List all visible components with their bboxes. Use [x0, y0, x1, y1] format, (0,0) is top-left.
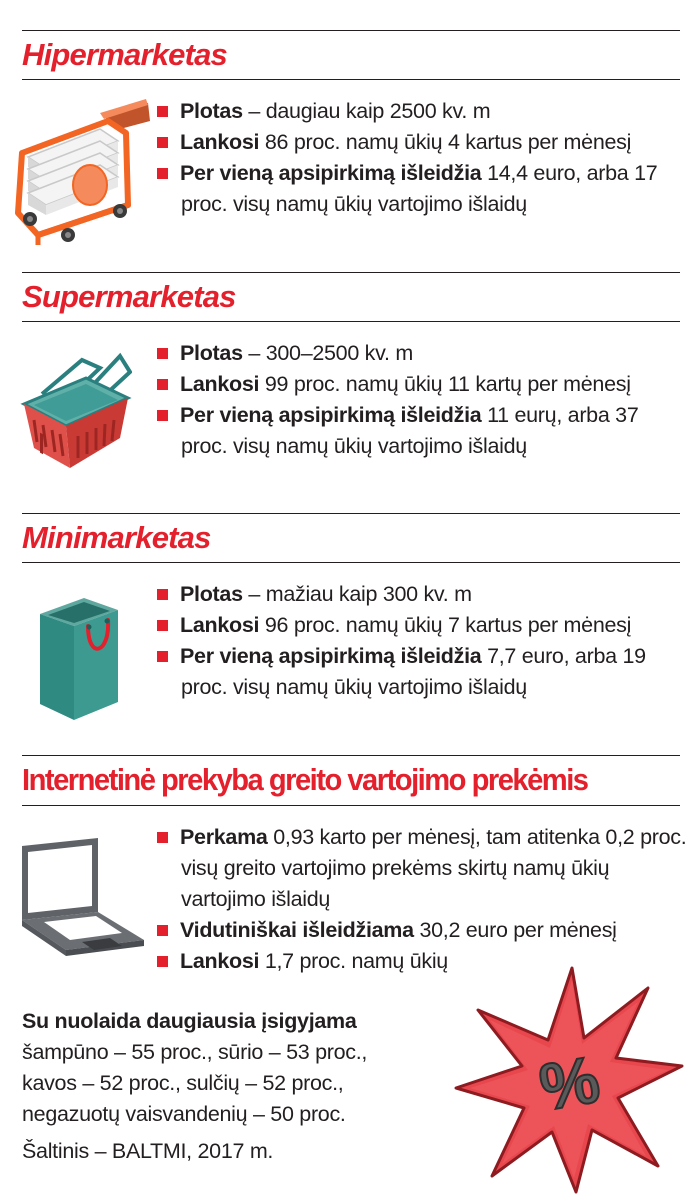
bullet-label: Plotas — [180, 341, 243, 365]
source-note: Šaltinis – BALTMI, 2017 m. — [22, 1139, 274, 1163]
bullet-text: 30,2 euro per mėnesį — [413, 918, 617, 942]
list-item: kavos – 52 proc., sulčių – 52 proc., — [22, 1071, 344, 1095]
bullet-square-icon — [157, 137, 168, 148]
internetine-prekyba-facts — [157, 822, 687, 977]
bullet-square-icon — [157, 106, 168, 117]
bullet-text: 96 proc. namų ūkių 7 kartus per mėnesį — [259, 613, 632, 637]
bullet-square-icon — [157, 651, 168, 662]
section-divider — [22, 321, 680, 322]
minimarketas-facts — [157, 579, 687, 703]
bullet-square-icon — [157, 379, 168, 390]
bullet-label: Plotas — [180, 582, 243, 606]
bullet-label: Per vieną apsipirkimą išleidžia — [180, 644, 482, 668]
bullet-text: 14,4 euro, arba 17 proc. visų namų ūkių vartojimo išlaidų — [181, 161, 658, 216]
bullet-text: 7,7 euro, arba 19 proc. visų namų ūkių vartojimo išlaidų — [181, 644, 646, 699]
list-item — [157, 641, 687, 703]
section-divider — [22, 513, 680, 514]
bullet-label: Lankosi — [180, 613, 260, 637]
bullet-text: – daugiau kaip 2500 kv. m — [242, 99, 491, 123]
list-item — [157, 369, 687, 400]
bullet-label: Lankosi — [180, 949, 260, 973]
bullet-text: 0,93 karto per mėnesį, tam atitenka 0,2 proc. visų greito vartojimo prekėms skirtų namų ūkių vartojimo išlaidų — [181, 825, 687, 911]
list-item: šampūno – 55 proc., sūrio – 53 proc., — [22, 1040, 368, 1064]
discounts-list — [22, 1037, 367, 1130]
bullet-square-icon — [157, 620, 168, 631]
bullet-label: Lankosi — [180, 372, 260, 396]
bullet-text: 86 proc. namų ūkių 4 kartus per mėnesį — [259, 130, 632, 154]
shopping-bag-icon — [36, 596, 122, 722]
list-item — [157, 822, 687, 915]
bullet-label: Perkama — [180, 825, 268, 849]
list-item: negazuotų vaisvandenių – 50 proc. — [22, 1102, 346, 1126]
list-item — [157, 915, 687, 946]
laptop-icon — [14, 838, 146, 958]
shopping-cart-icon — [8, 95, 150, 245]
section-title-supermarketas: Supermarketas — [22, 279, 236, 314]
bullet-text: 1,7 proc. namų ūkių — [259, 949, 448, 973]
bullet-label: Per vieną apsipirkimą išleidžia — [180, 161, 482, 185]
bullet-text: 99 proc. namų ūkių 11 kartų per mėnesį — [259, 372, 631, 396]
list-item — [157, 338, 687, 369]
bullet-square-icon — [157, 925, 168, 936]
bullet-square-icon — [157, 168, 168, 179]
bullet-square-icon — [157, 348, 168, 359]
section-title-internetine-prekyba: Internetinė prekyba greito vartojimo prekėmis — [22, 762, 588, 797]
bullet-label: Plotas — [180, 99, 243, 123]
bullet-label: Lankosi — [180, 130, 260, 154]
section-divider — [22, 755, 680, 756]
bullet-square-icon — [157, 956, 168, 967]
bullet-label: Per vieną apsipirkimą išleidžia — [180, 403, 482, 427]
bullet-square-icon — [157, 410, 168, 421]
bullet-text: – 300–2500 kv. m — [242, 341, 413, 365]
discounts-title: Su nuolaida daugiausia įsigyjama — [22, 1009, 357, 1033]
list-item — [157, 127, 687, 158]
list-item — [157, 158, 687, 220]
section-title-hipermarketas: Hipermarketas — [22, 37, 227, 72]
shopping-basket-icon — [20, 350, 132, 470]
list-item — [157, 579, 687, 610]
list-item — [157, 610, 687, 641]
section-divider — [22, 272, 680, 273]
list-item — [157, 96, 687, 127]
bullet-label: Vidutiniškai išleidžiama — [180, 918, 414, 942]
supermarketas-facts — [157, 338, 687, 462]
section-divider — [22, 30, 680, 31]
section-divider — [22, 562, 680, 563]
bullet-text: 11 eurų, arba 37 proc. visų namų ūkių vartojimo išlaidų — [181, 403, 639, 458]
section-title-minimarketas: Minimarketas — [22, 520, 211, 555]
bullet-square-icon — [157, 832, 168, 843]
section-divider — [22, 805, 680, 806]
discount-percent-text: % — [534, 1041, 605, 1125]
list-item — [157, 400, 687, 462]
hipermarketas-facts — [157, 96, 687, 220]
bullet-square-icon — [157, 589, 168, 600]
section-divider — [22, 79, 680, 80]
discount-star-icon — [452, 966, 684, 1194]
bullet-text: – mažiau kaip 300 kv. m — [242, 582, 472, 606]
